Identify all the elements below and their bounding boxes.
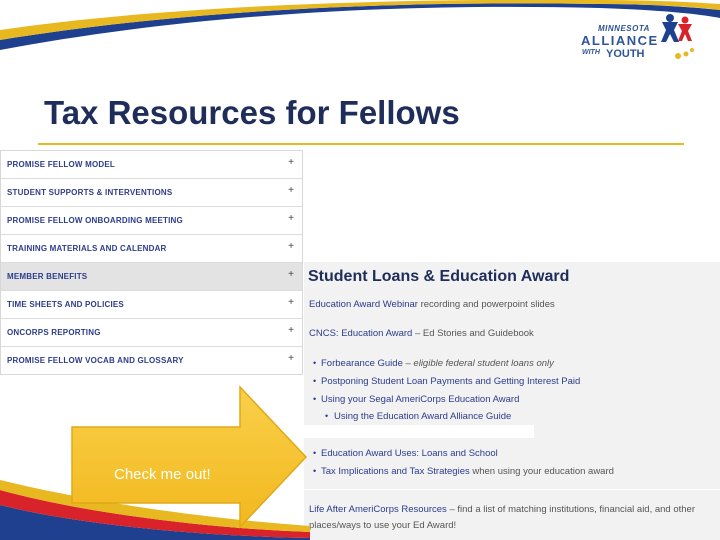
webinar-link[interactable]: Education Award Webinar [309,299,418,310]
nav-item-vocab-glossary[interactable] [1,347,302,375]
award-uses-link[interactable]: Education Award Uses: Loans and School [321,448,498,459]
nav-item-label: PROMISE FELLOW VOCAB AND GLOSSARY [7,356,184,365]
list-item [321,448,498,459]
segal-award-link[interactable]: Using your Segal AmeriCorps Education Award [321,394,520,405]
cncs-line [309,328,534,339]
nav-item-label: MEMBER BENEFITS [7,272,88,281]
forbearance-text: – eligible federal student loans only [402,358,554,369]
nav-item-label: PROMISE FELLOW ONBOARDING MEETING [7,216,183,225]
cncs-text: – Ed Stories and Guidebook [412,328,534,339]
plus-icon[interactable]: + [288,241,294,252]
logo-text-state: MINNESOTA [598,24,650,33]
plus-icon[interactable]: + [288,297,294,308]
webinar-line [309,299,555,310]
panel-divider [304,489,720,490]
panel-heading: Student Loans & Education Award [308,268,570,285]
nav-item-label: TIME SHEETS AND POLICIES [7,300,124,309]
postponing-link[interactable]: Postponing Student Loan Payments and Getting Interest Paid [321,376,581,387]
life-after-text-2: places/ways to use your Ed Award! [309,520,457,531]
panel-gap [304,425,534,438]
nav-item-onboarding-meeting[interactable] [1,207,302,235]
logo-text-with: WITH [582,49,600,56]
nav-item-time-sheets[interactable] [1,291,302,319]
nav-item-promise-fellow-model[interactable] [1,151,302,179]
logo-text-youth: YOUTH [606,48,645,60]
nav-item-oncorps-reporting[interactable] [1,319,302,347]
alliance-guide-link[interactable]: Using the Education Award Alliance Guide [334,411,512,422]
plus-icon[interactable]: + [288,353,294,364]
life-after-link[interactable]: Life After AmeriCorps Resources [309,504,447,515]
nav-item-student-supports[interactable] [1,179,302,207]
plus-icon[interactable]: + [288,269,294,280]
after-line-2 [309,520,456,531]
plus-icon[interactable]: + [288,325,294,336]
plus-icon[interactable]: + [288,213,294,224]
bullet-icon: • [325,411,329,421]
nav-item-member-benefits[interactable] [1,263,302,291]
webinar-text: recording and powerpoint slides [417,299,555,310]
plus-icon[interactable]: + [288,157,294,168]
bullet-icon: • [313,376,317,386]
list-item [321,466,614,477]
title-underline [38,143,684,145]
callout-text: Check me out! [114,466,211,483]
callout-arrow[interactable] [70,385,310,530]
nav-item-label: TRAINING MATERIALS AND CALENDAR [7,244,167,253]
list-item [321,358,554,369]
logo-text-alliance: ALLIANCE [581,33,659,48]
slide-title: Tax Resources for Fellows [44,94,460,131]
after-line [309,504,695,515]
list-item [321,376,580,387]
bullet-icon: • [313,394,317,404]
list-item [321,394,519,405]
nav-item-label: PROMISE FELLOW MODEL [7,160,115,169]
bullet-icon: • [313,466,317,476]
bullet-icon: • [313,358,317,368]
tax-implications-link[interactable]: Tax Implications and Tax Strategies [321,466,470,477]
sub-list-item [334,411,511,422]
tax-implications-text: when using your education award [469,466,614,477]
forbearance-link[interactable]: Forbearance Guide [321,358,403,369]
cncs-link[interactable]: CNCS: Education Award [309,328,413,339]
life-after-text: – find a list of matching institutions, financial aid, and other [446,504,696,515]
nav-item-label: ONCORPS REPORTING [7,328,101,337]
nav-item-training-materials[interactable] [1,235,302,263]
nav-item-label: STUDENT SUPPORTS & INTERVENTIONS [7,188,173,197]
plus-icon[interactable]: + [288,185,294,196]
bullet-icon: • [313,448,317,458]
sidebar-nav [0,150,303,375]
